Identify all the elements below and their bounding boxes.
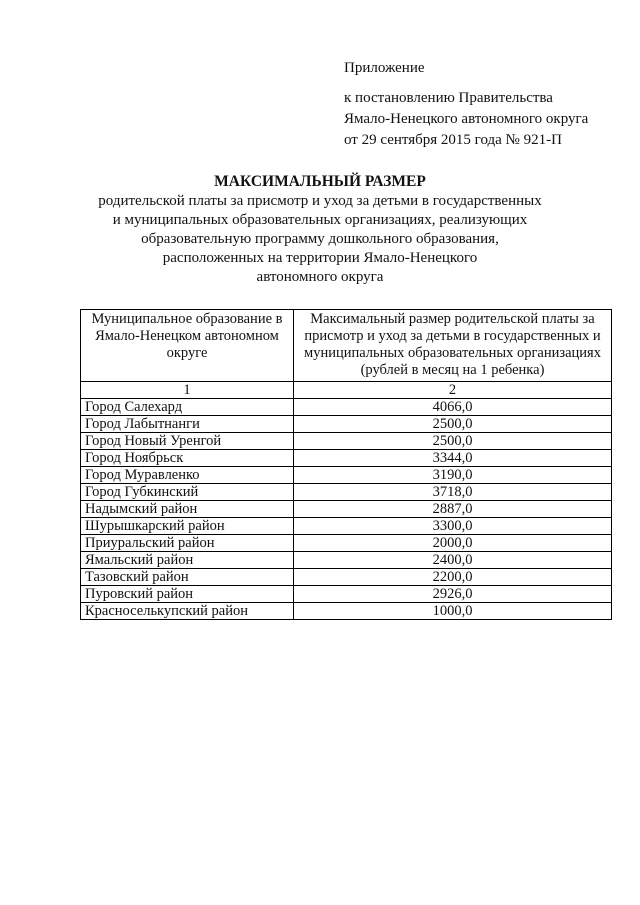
fee-cell: 3190,0 — [294, 467, 612, 484]
column-number: 2 — [294, 382, 612, 399]
fees-table — [80, 309, 612, 620]
appendix-region-line: Ямало-Ненецкого автономного округа — [344, 111, 589, 127]
municipality-cell: Тазовский район — [81, 569, 294, 586]
table-row — [81, 484, 612, 501]
fee-cell: 2926,0 — [294, 586, 612, 603]
table-header-row — [81, 310, 612, 382]
table-row — [81, 535, 612, 552]
appendix-date-line: от 29 сентября 2015 года № 921-П — [344, 132, 562, 148]
appendix-label: Приложение — [344, 60, 425, 76]
title-heading: МАКСИМАЛЬНЫЙ РАЗМЕР — [214, 173, 426, 190]
appendix-decree-line: к постановлению Правительства — [344, 90, 553, 106]
column-number: 1 — [81, 382, 294, 399]
header-municipality: Муниципальное образование в Ямало-Ненецком автономном округе — [81, 310, 294, 382]
table-row — [81, 433, 612, 450]
municipality-cell: Приуральский район — [81, 535, 294, 552]
municipality-cell: Пуровский район — [81, 586, 294, 603]
fee-cell: 4066,0 — [294, 399, 612, 416]
title-line: образовательную программу дошкольного образования, — [141, 231, 499, 247]
table-row — [81, 450, 612, 467]
fee-cell: 2887,0 — [294, 501, 612, 518]
title-line: родительской платы за присмотр и уход за детьми в государственных — [98, 193, 542, 209]
table-row — [81, 603, 612, 620]
municipality-cell: Город Губкинский — [81, 484, 294, 501]
fee-cell: 3718,0 — [294, 484, 612, 501]
table-row — [81, 569, 612, 586]
municipality-cell: Надымский район — [81, 501, 294, 518]
table-row — [81, 501, 612, 518]
municipality-cell: Город Салехард — [81, 399, 294, 416]
table-row — [81, 416, 612, 433]
document-title — [60, 172, 580, 287]
column-number-row — [81, 382, 612, 399]
fee-cell: 2000,0 — [294, 535, 612, 552]
fee-cell: 3300,0 — [294, 518, 612, 535]
table-row — [81, 552, 612, 569]
fee-cell: 2500,0 — [294, 416, 612, 433]
municipality-cell: Шурышкарский район — [81, 518, 294, 535]
fee-cell: 2400,0 — [294, 552, 612, 569]
appendix-block — [344, 58, 588, 151]
title-line: расположенных на территории Ямало-Ненецкого — [162, 250, 478, 266]
fee-cell: 2500,0 — [294, 433, 612, 450]
municipality-cell: Ямальский район — [81, 552, 294, 569]
table-row — [81, 586, 612, 603]
title-line: и муниципальных образовательных организациях, реализующих — [112, 212, 528, 228]
fee-cell: 3344,0 — [294, 450, 612, 467]
table-row — [81, 399, 612, 416]
municipality-cell: Город Ноябрьск — [81, 450, 294, 467]
fee-cell: 2200,0 — [294, 569, 612, 586]
municipality-cell: Город Лабытнанги — [81, 416, 294, 433]
fee-cell: 1000,0 — [294, 603, 612, 620]
header-max-fee: Максимальный размер родительской платы за присмотр и уход за детьми в государственных и муниципальных образовательных организациях (рублей в месяц на 1 ребенка) — [294, 310, 612, 382]
title-line: автономного округа — [256, 269, 384, 285]
municipality-cell: Красноселькупский район — [81, 603, 294, 620]
municipality-cell: Город Новый Уренгой — [81, 433, 294, 450]
municipality-cell: Город Муравленко — [81, 467, 294, 484]
table-row — [81, 518, 612, 535]
table-row — [81, 467, 612, 484]
